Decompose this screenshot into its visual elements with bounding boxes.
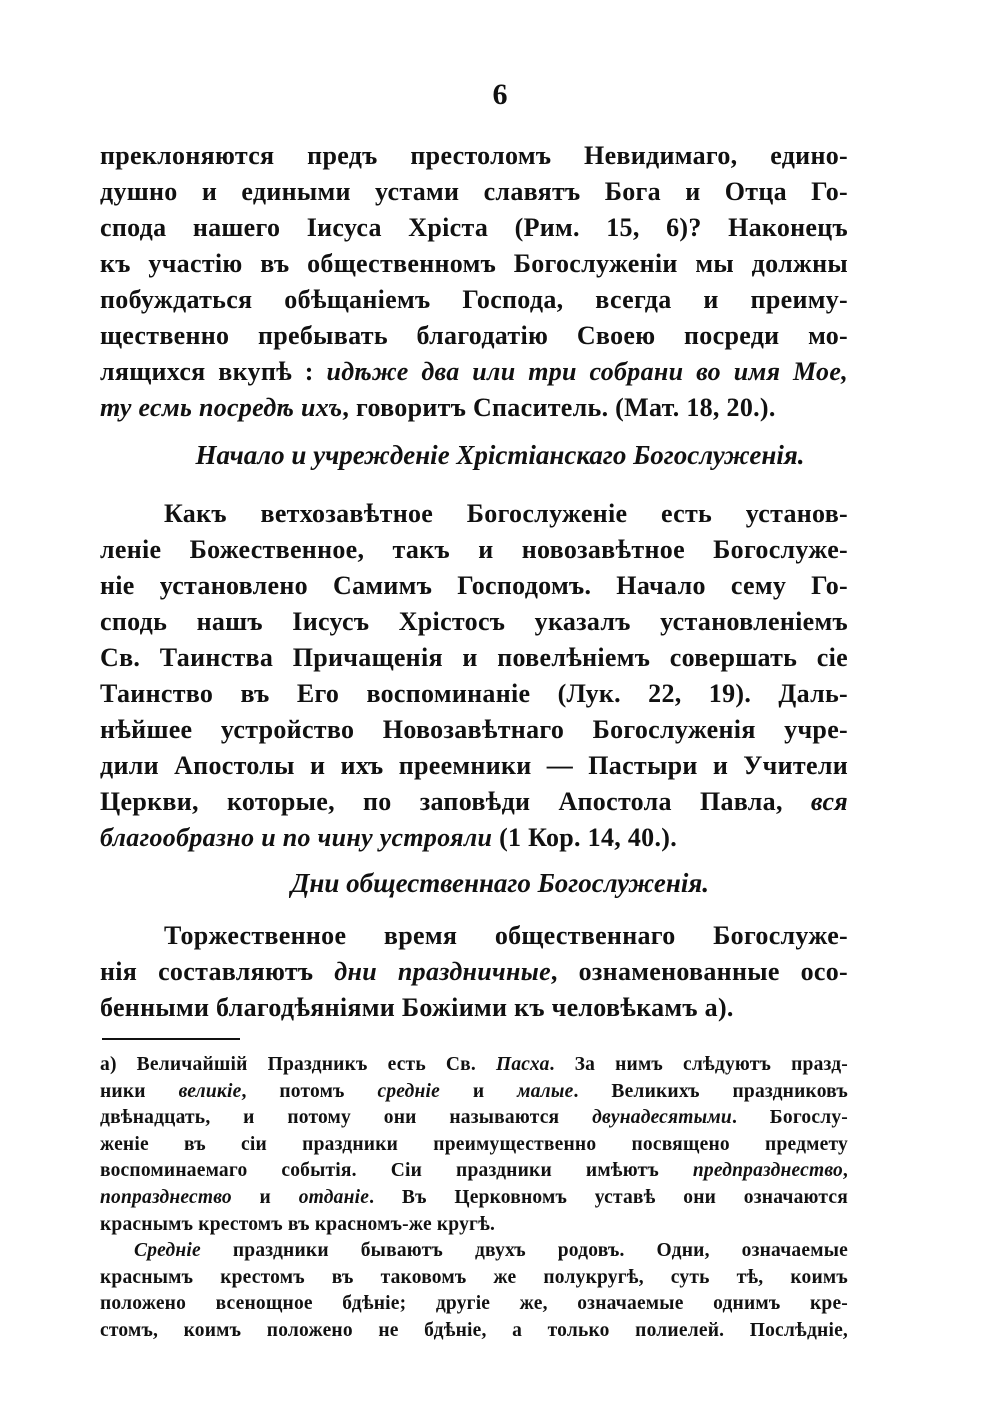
paragraph-2 bbox=[100, 496, 848, 856]
page-number: 6 bbox=[492, 78, 508, 111]
text-line: Св. Таинства Причащенія и повелѣніемъ совершать сіе bbox=[100, 643, 848, 672]
text-line: душно и едиными устами славятъ Бога и Отца Го- bbox=[100, 177, 848, 206]
text-line: Таинство въ Его воспоминаніе (Лук. 22, 19). Даль- bbox=[100, 679, 848, 708]
text-line bbox=[100, 820, 848, 856]
emphasis: малые bbox=[517, 1080, 574, 1102]
footnote-line: стомъ, коимъ положено не бдѣніе, а только полиелей. Послѣдніе, bbox=[100, 1319, 848, 1341]
text-run: и bbox=[231, 1186, 299, 1208]
text-line: Торжественное время общественнаго Богослуже- bbox=[164, 921, 848, 950]
footnote bbox=[100, 1052, 848, 1345]
footnote-line bbox=[100, 1158, 848, 1185]
text-line: щественно пребывать благодатію Своею посреди мо- bbox=[100, 321, 848, 350]
emphasis: Пасха bbox=[495, 1054, 550, 1075]
text-line: преклоняются предъ престоломъ Невидимаго, едино- bbox=[100, 141, 848, 170]
scripture-quote: вся bbox=[810, 787, 848, 816]
text-run: . Богослу- bbox=[731, 1107, 848, 1129]
text-line: бенными благодѣяніями Божіими къ человѣкамъ а). bbox=[100, 993, 734, 1022]
text-line: спода нашего Іисуса Хріста (Рим. 15, 6)? Наконецъ bbox=[100, 213, 848, 242]
text-run: праздники бываютъ двухъ родовъ. Одни, означаемые bbox=[200, 1240, 848, 1262]
text-line: сподь нашъ Іисусъ Хрістосъ указалъ установленіемъ bbox=[100, 607, 848, 636]
emphasis: попразднество bbox=[100, 1186, 232, 1208]
emphasis: Средніе bbox=[134, 1240, 201, 1262]
scripture-quote: ту есмь посредѣ ихъ bbox=[100, 393, 343, 422]
text-run: , bbox=[842, 1160, 848, 1182]
section-heading-2: Дни общественнаго Богослуженія. bbox=[290, 868, 710, 898]
text-run: (1 Кор. 14, 40.). bbox=[492, 823, 678, 852]
text-run: двѣнадцать, и потому они называются bbox=[100, 1107, 593, 1129]
text-line bbox=[100, 954, 848, 990]
footnote-line: краснымъ крестомъ въ красномъ-же кругѣ. bbox=[100, 1213, 496, 1235]
footnote-line: положено всенощное бдѣніе; другіе же, означаемые однимъ кре- bbox=[100, 1293, 848, 1315]
text-run: воспоминаемаго событія. Сіи праздники имѣютъ bbox=[100, 1160, 693, 1182]
emphasis: дни праздничные bbox=[334, 957, 551, 986]
footnote-line bbox=[100, 1052, 848, 1079]
text-line: побуждаться обѣщаніемъ Господа, всегда и преиму- bbox=[100, 285, 848, 314]
paragraph-1 bbox=[100, 138, 848, 426]
footnote-line bbox=[100, 1079, 848, 1106]
text-run: лящихся вкупѣ : bbox=[100, 357, 327, 386]
text-line: Какъ ветхозавѣтное Богослуженіе есть установ- bbox=[164, 499, 848, 528]
footnote-line bbox=[100, 1105, 848, 1132]
text-run: , ознаменованные осо- bbox=[550, 957, 848, 986]
text-line: дили Апостолы и ихъ преемники — Пастыри и Учители bbox=[100, 751, 848, 780]
text-line bbox=[100, 354, 848, 390]
footnote-line bbox=[100, 1185, 848, 1212]
text-run: нія составляютъ bbox=[100, 957, 335, 986]
text-run: , говоритъ Спаситель. (Мат. 18, 20.). bbox=[342, 393, 776, 422]
footnote-line bbox=[100, 1238, 848, 1265]
scripture-quote: благообразно и по чину устрояли bbox=[100, 823, 493, 852]
text-line bbox=[100, 390, 848, 426]
text-run: . Въ Церковномъ уставѣ они означаются bbox=[369, 1186, 848, 1208]
paragraph-3 bbox=[100, 918, 848, 1026]
text-run: , потомъ bbox=[241, 1080, 378, 1102]
text-run: и bbox=[440, 1080, 518, 1102]
text-run: а) Величайшій Праздникъ есть Св. bbox=[100, 1054, 496, 1075]
text-line: къ участію въ общественномъ Богослуженіи мы должны bbox=[100, 249, 848, 278]
emphasis: великіе bbox=[178, 1080, 242, 1102]
text-line bbox=[100, 784, 848, 820]
section-heading-1: Начало и учрежденіе Хрістіанскаго Богослуженія. bbox=[195, 440, 805, 470]
footnote-divider bbox=[102, 1038, 240, 1040]
emphasis: отданіе bbox=[298, 1186, 370, 1208]
scripture-quote: идѣже два или три собрани во имя Мое, bbox=[326, 357, 848, 386]
text-line: ніе установлено Самимъ Господомъ. Начало сему Го- bbox=[100, 571, 848, 600]
text-run: . Великихъ праздниковъ bbox=[573, 1080, 848, 1102]
emphasis: двунадесятыми bbox=[592, 1107, 732, 1129]
emphasis: предпразднество bbox=[692, 1160, 843, 1182]
text-line: леніе Божественное, такъ и новозавѣтное Богослуже- bbox=[100, 535, 848, 564]
footnote-line: краснымъ крестомъ въ таковомъ же полукругѣ, суть тѣ, коимъ bbox=[100, 1266, 848, 1288]
text-run: . За нимъ слѣдуютъ празд- bbox=[549, 1054, 848, 1075]
text-run: ники bbox=[100, 1080, 179, 1102]
text-run: Церкви, которые, по заповѣди Апостола Павла, bbox=[100, 787, 811, 816]
footnote-line: женіе въ сіи праздники преимущественно посвящено предмету bbox=[100, 1133, 848, 1155]
text-line: нѣйшее устройство Новозавѣтнаго Богослуженія учре- bbox=[100, 715, 848, 744]
emphasis: средніе bbox=[377, 1080, 441, 1102]
